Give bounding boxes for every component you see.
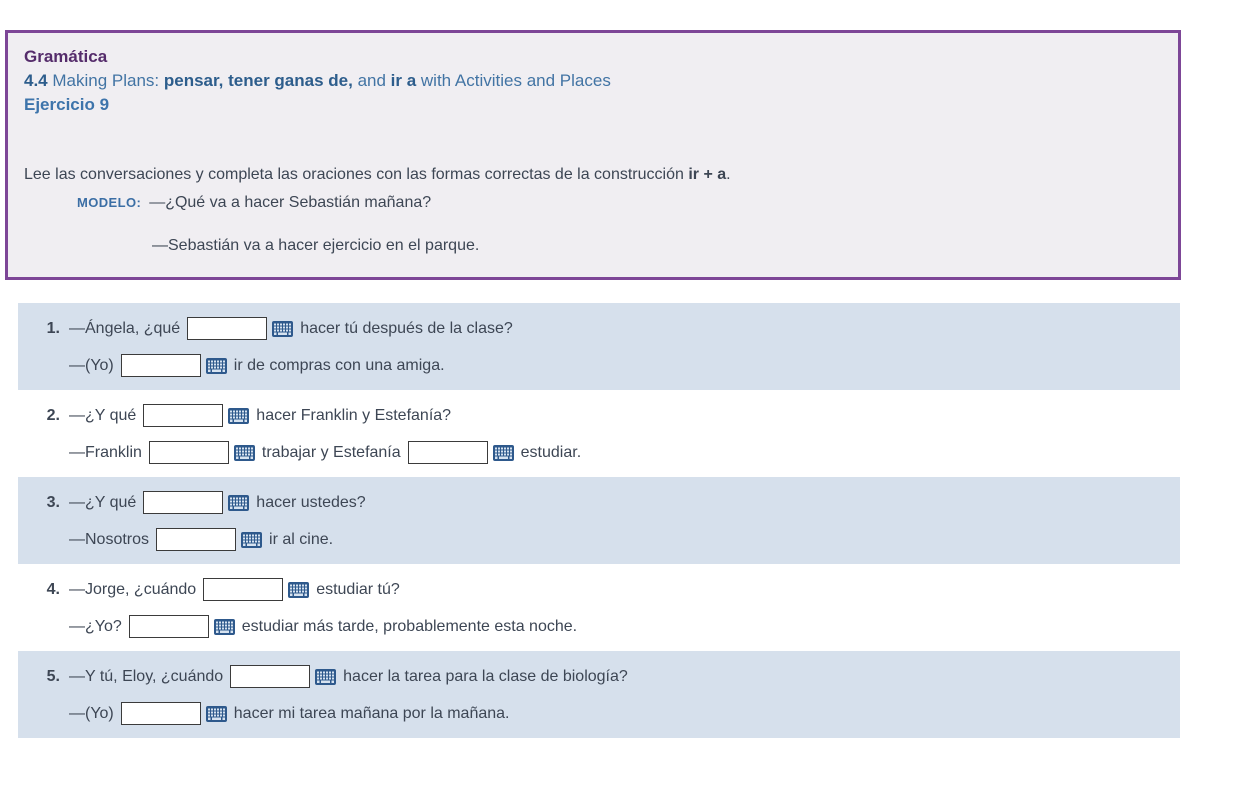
keyboard-icon[interactable]: [206, 358, 227, 374]
item-line: [69, 658, 1170, 695]
exercise-label: Ejercicio 9: [24, 95, 110, 114]
item-line: [69, 397, 1170, 434]
sentence-text: —(Yo): [69, 704, 114, 722]
item-line: [69, 521, 1170, 558]
answer-input[interactable]: [129, 615, 209, 638]
keyboard-icon[interactable]: [228, 495, 249, 511]
answer-input[interactable]: [156, 528, 236, 551]
answer-input[interactable]: [143, 491, 223, 514]
answer-input[interactable]: [187, 317, 267, 340]
item-body: [69, 310, 1170, 384]
sentence-text: ir de compras con una amiga.: [233, 356, 445, 374]
item-body: [69, 484, 1170, 558]
instructions: [24, 163, 1160, 187]
lesson-title-text: and: [357, 71, 391, 90]
lesson-title-text: Making Plans:: [52, 71, 164, 90]
exercise-item-1: [18, 303, 1180, 390]
item-number: 5.: [46, 668, 60, 685]
sentence-text: —¿Yo?: [69, 617, 122, 635]
item-body: [69, 571, 1170, 645]
lesson-title-bold: pensar, tener ganas de,: [163, 71, 358, 90]
exercise-list: [18, 303, 1180, 738]
keyboard-icon[interactable]: [288, 582, 309, 598]
item-line: [69, 434, 1170, 471]
keyboard-icon[interactable]: [272, 321, 293, 337]
exercise-item-5: [18, 651, 1180, 738]
spacer: [24, 117, 1160, 163]
item-number: 2.: [46, 407, 60, 424]
item-line: [69, 347, 1170, 384]
item-line: [69, 571, 1170, 608]
sentence-text: estudiar tú?: [316, 580, 400, 598]
answer-input[interactable]: [149, 441, 229, 464]
instructions-text: .: [726, 166, 731, 183]
section-label: Gramática: [24, 47, 108, 66]
answer-input[interactable]: [143, 404, 223, 427]
gramatica-header-box: [5, 30, 1181, 280]
sentence-text: estudiar.: [520, 443, 582, 461]
sentence-text: ir al cine.: [269, 530, 334, 548]
item-number: 1.: [46, 320, 60, 337]
keyboard-icon[interactable]: [234, 445, 255, 461]
sentence-text: —(Yo): [69, 356, 114, 374]
item-line: [69, 695, 1170, 732]
answer-input[interactable]: [121, 354, 201, 377]
lesson-title-text: with Activities and Places: [420, 71, 611, 90]
sentence-text: —Ángela, ¿qué: [69, 319, 181, 337]
keyboard-icon[interactable]: [206, 706, 227, 722]
keyboard-icon[interactable]: [315, 669, 336, 685]
sentence-text: —Franklin: [69, 443, 142, 461]
sentence-text: hacer mi tarea mañana por la mañana.: [233, 704, 510, 722]
lesson-number: 4.4: [24, 71, 53, 90]
answer-input[interactable]: [121, 702, 201, 725]
lesson-title: [24, 69, 1160, 93]
keyboard-icon[interactable]: [228, 408, 249, 424]
item-body: [69, 658, 1170, 732]
modelo-line: [77, 190, 1160, 216]
item-line: [69, 484, 1170, 521]
exercise-item-3: [18, 477, 1180, 564]
sentence-text: —¿Y qué: [69, 406, 137, 424]
item-line: [69, 608, 1170, 645]
sentence-text: —¿Y qué: [69, 493, 137, 511]
modelo-answer: —Sebastián va a hacer ejercicio en el parque.: [152, 237, 480, 254]
page-root: [0, 30, 1256, 803]
instructions-text: Lee las conversaciones y completa las oraciones con las formas correctas de la construcción: [24, 166, 689, 183]
sentence-text: —Y tú, Eloy, ¿cuándo: [69, 667, 224, 685]
answer-input[interactable]: [408, 441, 488, 464]
keyboard-icon[interactable]: [241, 532, 262, 548]
modelo-label: MODELO:: [77, 195, 142, 210]
exercise-item-4: [18, 564, 1180, 651]
sentence-text: estudiar más tarde, probablemente esta noche.: [241, 617, 578, 635]
exercise-item-2: [18, 390, 1180, 477]
keyboard-icon[interactable]: [214, 619, 235, 635]
item-number: 3.: [46, 494, 60, 511]
sentence-text: hacer ustedes?: [256, 493, 366, 511]
sentence-text: —Nosotros: [69, 530, 150, 548]
item-body: [69, 397, 1170, 471]
sentence-text: hacer Franklin y Estefanía?: [256, 406, 452, 424]
sentence-text: hacer la tarea para la clase de biología?: [343, 667, 628, 685]
modelo-question: —¿Qué va a hacer Sebastián mañana?: [149, 194, 432, 211]
keyboard-icon[interactable]: [493, 445, 514, 461]
sentence-text: hacer tú después de la clase?: [300, 319, 513, 337]
instructions-bold: ir + a: [688, 166, 727, 183]
item-number: 4.: [46, 581, 60, 598]
sentence-text: trabajar y Estefanía: [261, 443, 401, 461]
lesson-title-bold: ir a: [390, 71, 421, 90]
answer-input[interactable]: [230, 665, 310, 688]
sentence-text: —Jorge, ¿cuándo: [69, 580, 197, 598]
item-line: [69, 310, 1170, 347]
answer-input[interactable]: [203, 578, 283, 601]
